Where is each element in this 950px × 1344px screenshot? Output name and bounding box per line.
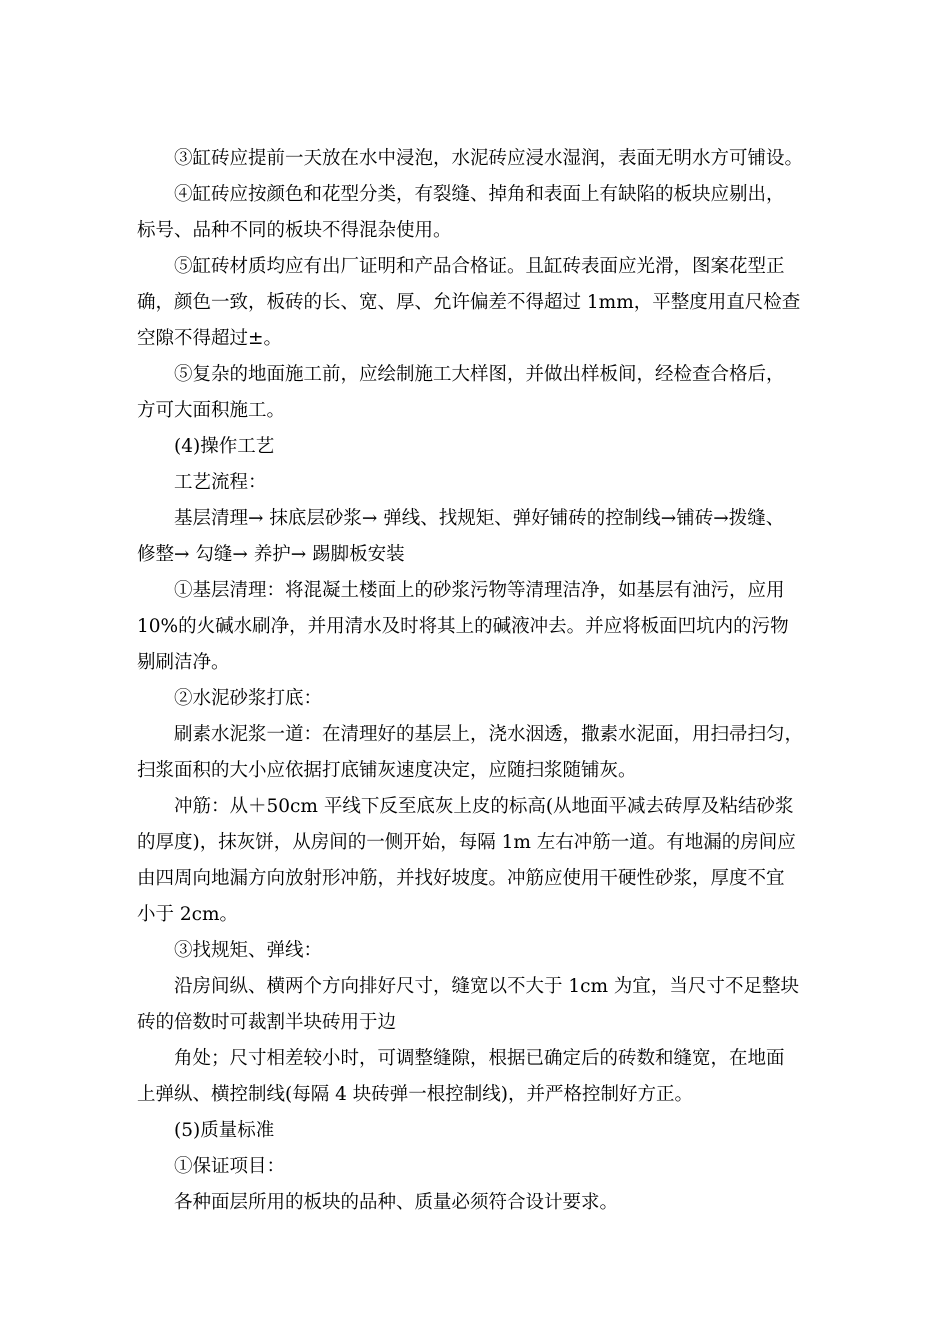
paragraph-line: ①基层清理：将混凝土楼面上的砂浆污物等清理洁净，如基层有油污，应用 xyxy=(174,580,785,601)
paragraph-line: 刷素水泥浆一道：在清理好的基层上，浇水洇透，撒素水泥面，用扫帚扫匀， xyxy=(174,724,804,745)
paragraph-line: 各种面层所用的板块的品种、质量必须符合设计要求。 xyxy=(174,1192,619,1213)
paragraph-line: ③找规矩、弹线： xyxy=(174,940,323,961)
paragraph-line: 工艺流程： xyxy=(174,472,267,493)
paragraph-line: ②水泥砂浆打底： xyxy=(174,688,323,709)
section-heading: (4)操作工艺 xyxy=(174,436,275,457)
paragraph-line: 方可大面积施工。 xyxy=(137,400,286,421)
paragraph-line: 的厚度)，抹灰饼，从房间的一侧开始，每隔 1m 左右冲筋一道。有地漏的房间应 xyxy=(137,832,796,853)
paragraph-line: 沿房间纵、横两个方向排好尺寸，缝宽以不大于 1cm 为宜，当尺寸不足整块 xyxy=(174,976,799,997)
paragraph-line: ④缸砖应按颜色和花型分类，有裂缝、掉角和表面上有缺陷的板块应剔出， xyxy=(174,184,785,205)
paragraph-line: 砖的倍数时可裁割半块砖用于边 xyxy=(137,1012,397,1033)
paragraph-line: 标号、品种不同的板块不得混杂使用。 xyxy=(137,220,452,241)
section-heading: (5)质量标准 xyxy=(174,1120,275,1141)
paragraph-line: ③缸砖应提前一天放在水中浸泡，水泥砖应浸水湿润，表面无明水方可铺设。 xyxy=(174,148,804,169)
paragraph-line: ①保证项目： xyxy=(174,1156,286,1177)
paragraph-line: 冲筋：从＋50cm 平线下反至底灰上皮的标高(从地面平减去砖厚及粘结砂浆 xyxy=(174,796,794,817)
paragraph-line: 剔刷洁净。 xyxy=(137,652,230,673)
paragraph-line: 修整→ 勾缝→ 养护→ 踢脚板安装 xyxy=(137,544,405,565)
paragraph-line: 空隙不得超过±。 xyxy=(137,328,283,349)
paragraph-line: ⑤复杂的地面施工前，应绘制施工大样图，并做出样板间，经检查合格后， xyxy=(174,364,785,385)
paragraph-line: 上弹纵、横控制线(每隔 4 块砖弹一根控制线)，并严格控制好方正。 xyxy=(137,1084,693,1105)
paragraph-line: 小于 2cm。 xyxy=(137,904,239,925)
paragraph-line: 角处；尺寸相差较小时，可调整缝隙，根据已确定后的砖数和缝宽，在地面 xyxy=(174,1048,785,1069)
paragraph-line: 10%的火碱水刷净，并用清水及时将其上的碱液冲去。并应将板面凹坑内的污物 xyxy=(137,616,789,637)
paragraph-line: 由四周向地漏方向放射形冲筋，并找好坡度。冲筋应使用干硬性砂浆，厚度不宜 xyxy=(137,868,785,889)
paragraph-line: 扫浆面积的大小应依据打底铺灰速度决定，应随扫浆随铺灰。 xyxy=(137,760,637,781)
paragraph-line: 确，颜色一致，板砖的长、宽、厚、允许偏差不得超过 1mm，平整度用直尺检查 xyxy=(137,292,801,313)
paragraph-line: 基层清理→ 抹底层砂浆→ 弹线、找规矩、弹好铺砖的控制线→铺砖→拨缝、 xyxy=(174,508,785,529)
paragraph-line: ⑤缸砖材质均应有出厂证明和产品合格证。且缸砖表面应光滑，图案花型正 xyxy=(174,256,785,277)
